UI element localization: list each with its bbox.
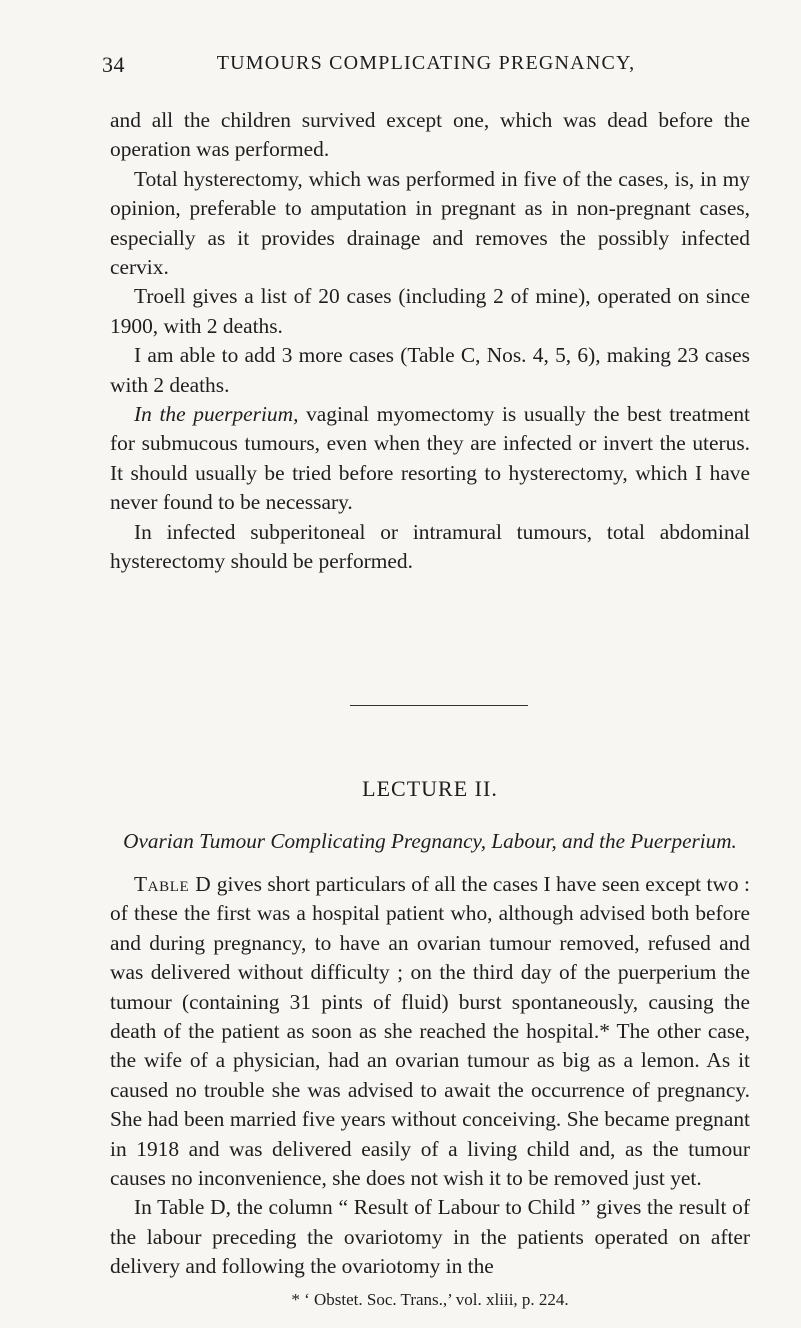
- paragraph-text: gives short particulars of all the cases I have seen except two : of these the first was a hospital patient who, although advised both before and during pregnancy, to have an ovarian tumour removed, refused and was delivered without difficulty ; on the third day of the puerperium the tumour (containing 31 pints of fluid) burst spontaneously, causing the death of the patient as soon as she reached the hospital.* The other case, the wife of a physician, had an ovarian tumour as big as a lemon. As it caused no trouble she was advised to await the occurrence of pregnancy. She had been married five years without conceiving. She became pregnant in 1918 and was delivered easily of a living child and, as the tumour causes no inconvenience, she does not wish it to be removed just yet.: [110, 872, 750, 1191]
- paragraph: and all the children survived except one, which was dead before the operation was performed.: [110, 108, 750, 162]
- paragraph: [110, 870, 750, 1193]
- paragraph-text: vaginal myomectomy is usually the best treatment for submucous tumours, even when they are infected or invert the uterus. It should usually be tried before resorting to hysterectomy, which I have never found to be necessary.: [110, 402, 750, 515]
- paragraph: Total hysterectomy, which was performed in five of the cases, is, in my opinion, preferable to amputation in pregnant as in non-pregnant cases, especially as it provides drainage and removes the possibly infected cervix.: [110, 166, 750, 280]
- table-reference: Table D: [134, 872, 212, 896]
- running-head: [102, 52, 750, 82]
- footnote: * ‘ Obstet. Soc. Trans.,’ vol. xliii, p. 224.: [291, 1290, 569, 1309]
- page-number: 34: [102, 52, 125, 77]
- body-text-bottom: [110, 870, 750, 1282]
- paragraph: Troell gives a list of 20 cases (including 2 of mine), operated on since 1900, with 2 deaths.: [110, 284, 750, 338]
- section-divider: [350, 705, 528, 706]
- paragraph: In infected subperitoneal or intramural tumours, total abdominal hysterectomy should be performed.: [110, 519, 750, 574]
- running-title: TUMOURS COMPLICATING PREGNANCY,: [216, 52, 636, 74]
- italic-phrase: In the puerperium,: [134, 402, 299, 427]
- paragraph: In Table D, the column “ Result of Labour to Child ” gives the result of the labour preceding the ovariotomy in the patients operated on after delivery and following the ovariotomy in the: [110, 1195, 750, 1279]
- paragraph: [110, 400, 750, 518]
- lecture-heading: LECTURE II.: [362, 776, 498, 801]
- lecture-subtitle: Ovarian Tumour Complicating Pregnancy, Labour, and the Puerperium.: [123, 829, 737, 853]
- paragraph: I am able to add 3 more cases (Table C, Nos. 4, 5, 6), making 23 cases with 2 deaths.: [110, 343, 750, 397]
- body-text-top: [110, 106, 750, 577]
